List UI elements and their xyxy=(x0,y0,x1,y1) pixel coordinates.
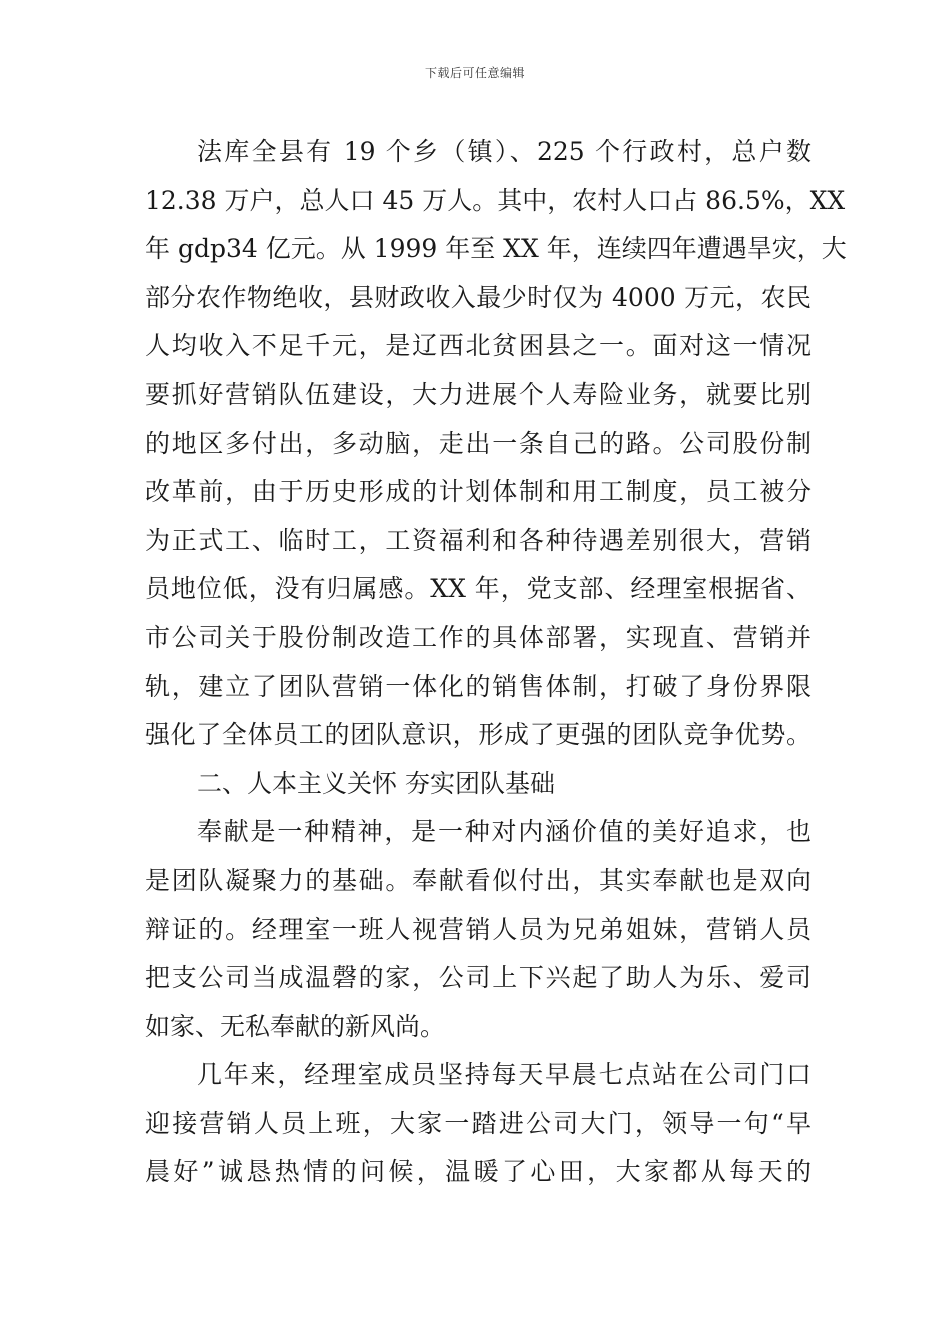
paragraph-line: 法库全县有 19 个乡（镇）、225 个行政村，总户数 xyxy=(197,137,811,166)
paragraph-line: 人均收入不足千元，是辽西北贫困县之一。面对这一情况 xyxy=(145,331,811,361)
paragraph-line: 把支公司当成温磬的家，公司上下兴起了助人为乐、爱司 xyxy=(145,963,811,993)
paragraph-line: 市公司关于股份制改造工作的具体部署，实现直、营销并 xyxy=(145,622,811,652)
paragraph-line: 如家、无私奉献的新风尚。 xyxy=(145,1011,446,1041)
paragraph-line: 强化了全体员工的团队意识，形成了更强的团队竞争优势。 xyxy=(145,720,811,750)
paragraph-line: 改革前，由于历史形成的计划体制和用工制度，员工被分 xyxy=(145,477,811,507)
paragraph-line: 部分农作物绝收，县财政收入最少时仅为 4000 万元，农民 xyxy=(145,282,811,312)
paragraph-line: 晨好”诚恳热情的问候，温暖了心田，大家都从每天的 xyxy=(145,1157,811,1187)
document-body xyxy=(145,128,847,1197)
paragraph-line: 年 gdp34 亿元。从 1999 年至 XX 年，连续四年遭遇旱灾，大 xyxy=(145,234,847,264)
paragraph-line: 辩证的。经理室一班人视营销人员为兄弟姐妹，营销人员 xyxy=(145,914,811,944)
paragraph-line: 奉献是一种精神，是一种对内涵价值的美好追求，也 xyxy=(197,817,811,847)
paragraph-line: 的地区多付出，多动脑，走出一条自己的路。公司股份制 xyxy=(145,428,811,458)
section-heading: 二、人本主义关怀 夯实团队基础 xyxy=(197,768,555,798)
paragraph-line: 是团队凝聚力的基础。奉献看似付出，其实奉献也是双向 xyxy=(145,865,811,895)
page-header: 下载后可任意编辑 xyxy=(424,66,525,80)
paragraph-line: 迎接营销人员上班，大家一踏进公司大门，领导一句“早 xyxy=(145,1108,811,1138)
paragraph-line: 几年来，经理室成员坚持每天早晨七点站在公司门口 xyxy=(197,1060,811,1090)
paragraph-line: 为正式工、临时工，工资福利和各种待遇差别很大，营销 xyxy=(145,525,811,555)
paragraph-line: 要抓好营销队伍建设，大力进展个人寿险业务，就要比别 xyxy=(145,379,811,409)
paragraph-line: 员地位低，没有归属感。XX 年，党支部、经理室根据省、 xyxy=(145,574,811,604)
paragraph-line: 轨，建立了团队营销一体化的销售体制，打破了身份界限 xyxy=(145,671,811,701)
paragraph-line: 12.38 万户，总人口 45 万人。其中，农村人口占 86.5%，XX xyxy=(145,185,846,215)
